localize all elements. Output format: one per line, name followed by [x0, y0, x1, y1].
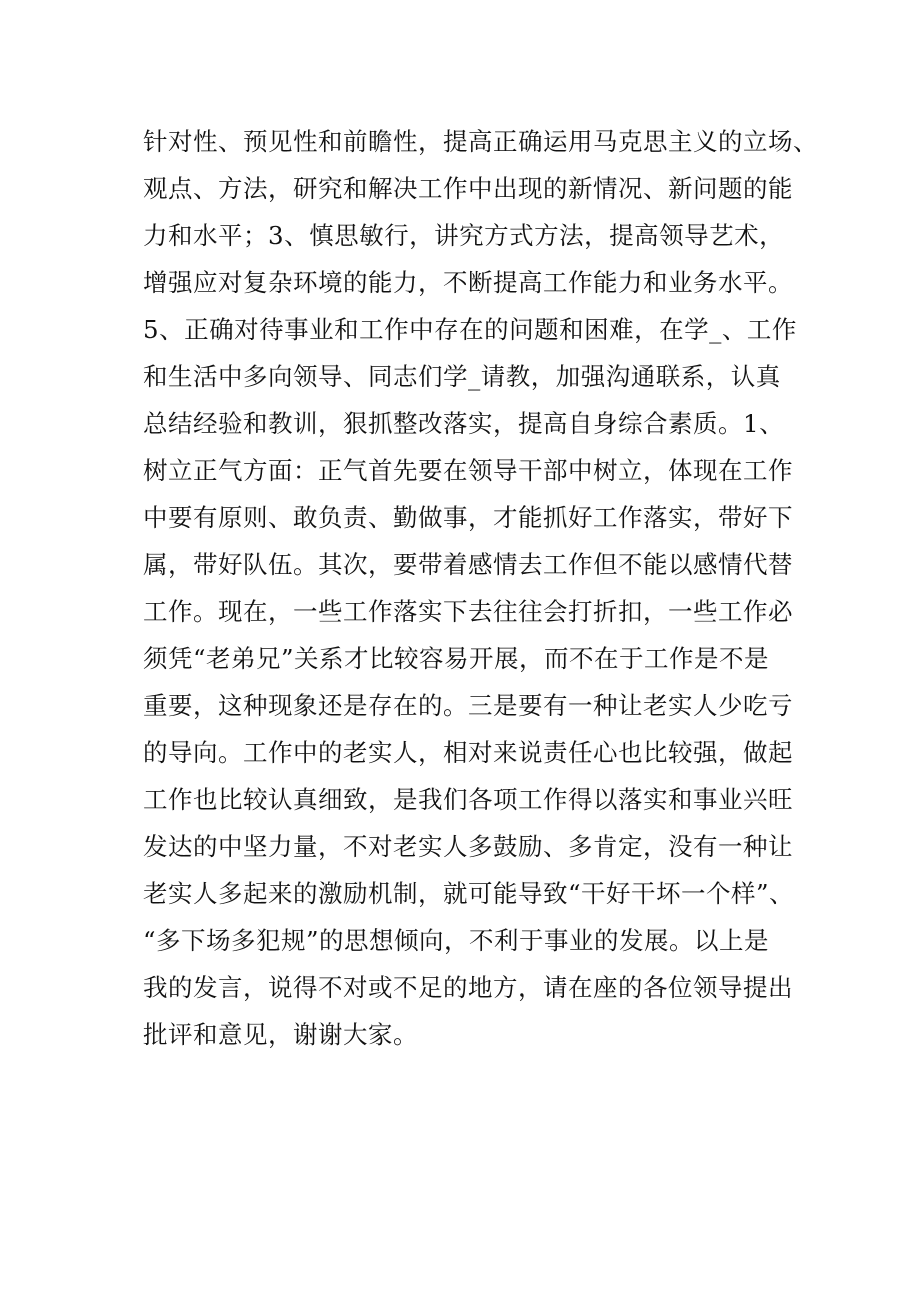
text-line: 老实人多起来的激励机制，就可能导致“干好干坏一个样”、 — [143, 879, 795, 908]
text-line: 针对性、预见性和前瞻性，提高正确运用马克思主义的立场、 — [143, 127, 818, 156]
text-line: 观点、方法，研究和解决工作中出现的新情况、新问题的能 — [143, 174, 793, 203]
document-body — [143, 118, 843, 1058]
text-line: “多下场多犯规”的思想倾向，不利于事业的发展。以上是 — [143, 926, 770, 955]
text-line: 属，带好队伍。其次，要带着感情去工作但不能以感情代替 — [143, 550, 793, 579]
text-line: 批评和意见，谢谢大家。 — [143, 1020, 418, 1049]
text-line: 发达的中坚力量，不对老实人多鼓励、多肯定，没有一种让 — [143, 832, 793, 861]
text-line: 增强应对复杂环境的能力，不断提高工作能力和业务水平。 — [143, 268, 793, 297]
text-line: 5、正确对待事业和工作中存在的问题和困难，在学_、工作 — [143, 315, 797, 344]
text-line: 重要，这种现象还是存在的。三是要有一种让老实人少吃亏 — [143, 691, 793, 720]
text-line: 力和水平；3、慎思敏行，讲究方式方法，提高领导艺术， — [143, 221, 785, 250]
text-line: 的导向。工作中的老实人，相对来说责任心也比较强，做起 — [143, 738, 793, 767]
text-line: 须凭“老弟兄”关系才比较容易开展，而不在于工作是不是 — [143, 644, 770, 673]
text-line: 工作。现在，一些工作落实下去往往会打折扣，一些工作必 — [143, 597, 793, 626]
text-line: 中要有原则、敢负责、勤做事，才能抓好工作落实，带好下 — [143, 503, 793, 532]
text-line: 总结经验和教训，狠抓整改落实，提高自身综合素质。1、 — [143, 409, 785, 438]
text-line: 和生活中多向领导、同志们学_请教，加强沟通联系，认真 — [143, 362, 781, 391]
text-line: 工作也比较认真细致，是我们各项工作得以落实和事业兴旺 — [143, 785, 793, 814]
text-line: 我的发言，说得不对或不足的地方，请在座的各位领导提出 — [143, 973, 793, 1002]
text-line: 树立正气方面：正气首先要在领导干部中树立，体现在工作 — [143, 456, 793, 485]
